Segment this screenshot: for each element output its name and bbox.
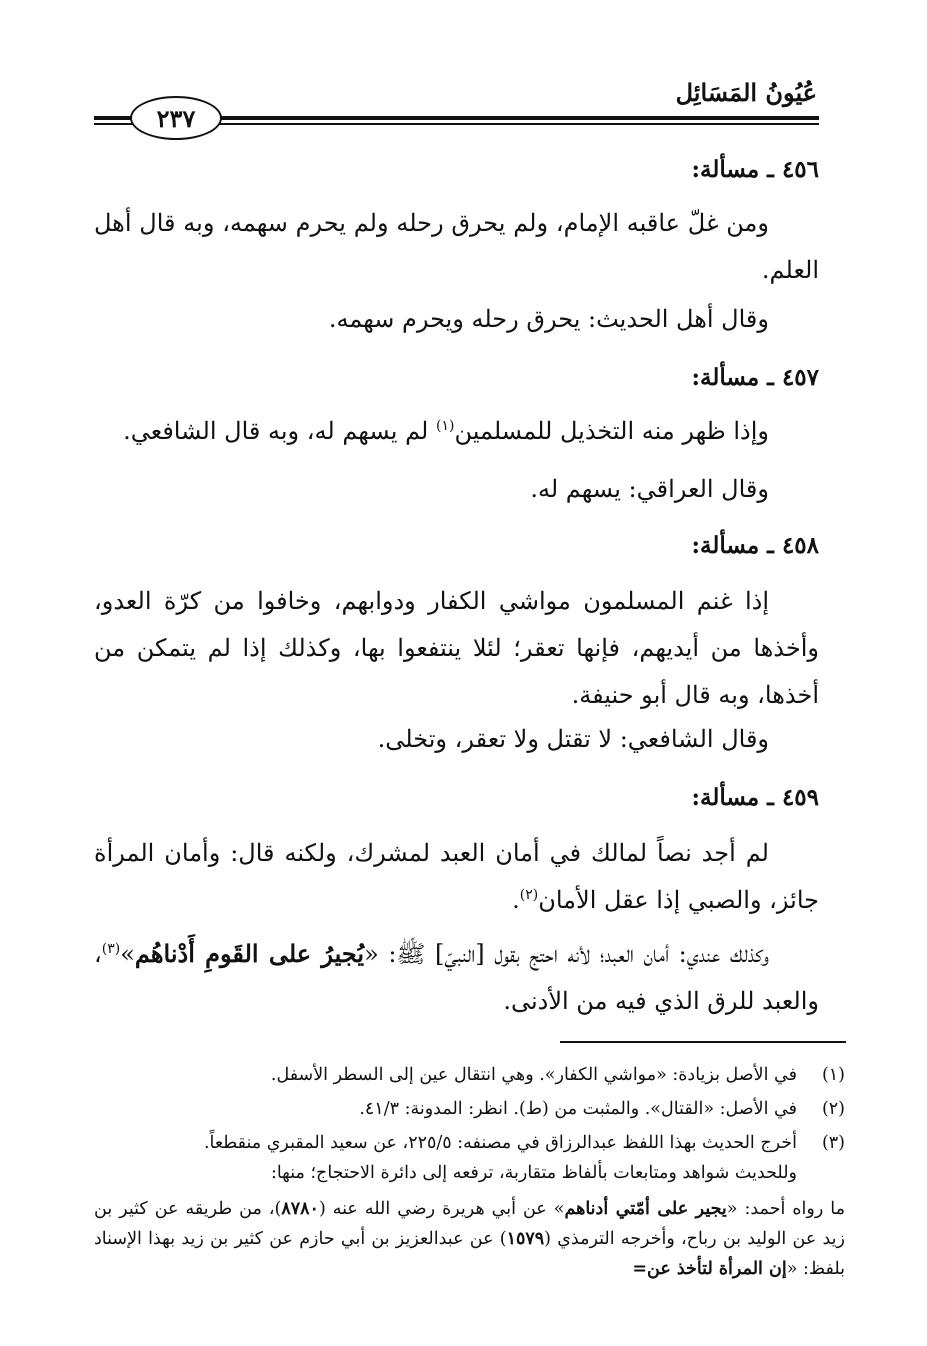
footnote-number: (١): [821, 1065, 845, 1085]
paragraph-text: ، والعبد للرق الذي فيه من الأدنى.: [94, 940, 819, 1015]
footnote-3-continued: [94, 1194, 845, 1284]
paragraph-text: .: [512, 886, 520, 914]
footnote-line: وللحديث شواهد ومتابعات بألفاظ متقاربة، ترفعه إلى دائرة الاحتجاج؛ منها:: [270, 1163, 797, 1183]
footnote-ref-1: (١): [435, 418, 455, 434]
footnote-ref-3: (٣): [101, 941, 121, 957]
issue-456-paragraph-1: [94, 200, 819, 294]
issue-heading-459: ٤٥٩ ـ مسألة:: [691, 784, 819, 811]
hadith-quote: يُجيرُ على القَومِ أَدْناهُم: [134, 939, 365, 968]
footnote-text: » عن أبي هريرة رضي الله عنه (: [318, 1199, 565, 1219]
issue-458-paragraph-1: إذا غنم المسلمون مواشي الكفار ودوابهم، وخافوا من كرّة العدو، وأخذها من أيديهم، فإنها تعقر؛ لئلا ينتفعوا بها، وكذلك إذا لم يتمكن من أخذها، وبه قال أبو حنيفة.: [94, 587, 819, 709]
hadith-quote: يجير على أمّتي أدناهم: [564, 1199, 727, 1219]
footnote-text: ما رواه أحمد: «: [726, 1199, 845, 1219]
footnote-number: (٣): [821, 1133, 845, 1153]
issue-459-paragraph-1: [94, 830, 819, 924]
paragraph-text: لم أجد نصاً لمالك في أمان العبد لمشرك، ولكنه قال: وأمان المرأة جائز، والصبي إذا عقل الأمان: [94, 839, 819, 914]
footnote-line: أخرج الحديث بهذا اللفظ عبدالرزاق في مصنفه: ٢٢٥/٥، عن سعيد المقبري منقطعاً.: [203, 1133, 797, 1153]
issue-heading-456: ٤٥٦ ـ مسألة:: [691, 156, 819, 183]
header-title: عُيُونُ المَسَائِل: [675, 78, 817, 107]
paragraph-text: »: [120, 940, 135, 968]
hadith-quote: ١٥٧٩: [506, 1229, 545, 1249]
issue-456-paragraph-2: وقال أهل الحديث: يحرق رحله ويحرم سهمه.: [328, 305, 769, 333]
footnote-2: [94, 1094, 845, 1124]
footnote-text: )، من طريقه عن كثير بن زيد عن الوليد بن رباح، وأخرجه الترمذي (: [94, 1199, 845, 1249]
page-number: ٢٣٧: [156, 103, 196, 133]
issue-458-paragraph-2: وقال الشافعي: لا تقتل ولا تعقر، وتخلى.: [377, 725, 769, 753]
issue-heading-457: ٤٥٧ ـ مسألة:: [691, 364, 819, 391]
footnote-text: في الأصل: «القتال». والمثبت من (ط). انظر: المدونة: ٤١/٣.: [359, 1099, 797, 1119]
issue-457-paragraph-2: وقال العراقي: يسهم له.: [530, 475, 769, 503]
footnote-3: [94, 1128, 845, 1188]
footnote-text: ) عن عبدالعزيز بن أبي حازم عن كثير بن زيد بهذا الإسناد بلفظ: «: [94, 1229, 845, 1279]
footnote-text: في الأصل بزيادة: «مواشي الكفار». وهي انتقال عين إلى السطر الأسفل.: [270, 1065, 797, 1085]
issue-457-paragraph-1: [94, 408, 819, 455]
paragraph-text: لم يسهم له، وبه قال الشافعي.: [123, 417, 436, 445]
page-number-badge: [130, 96, 222, 140]
paragraph-text: وكذلك عندي: أمان العبد؛ لأنه احتج بقول [النبيّ] ﷺ: «: [364, 940, 769, 968]
issue-459-paragraph-2: [94, 930, 819, 1025]
footnote-1: [94, 1060, 845, 1090]
hadith-quote: ٨٧٨٠: [281, 1199, 319, 1219]
footnote-number: (٢): [821, 1099, 845, 1119]
paragraph-text: ومن غلّ عاقبه الإمام، ولم يحرق رحله ولم يحرم سهمه، وبه قال أهل العلم.: [94, 209, 819, 284]
footnote-separator: [560, 1041, 846, 1043]
footnote-ref-2: (٢): [519, 887, 539, 903]
paragraph-text: وإذا ظهر منه التخذيل للمسلمين: [454, 417, 769, 445]
issue-heading-458: ٤٥٨ ـ مسألة:: [691, 532, 819, 559]
footnote-text: [94, 1128, 797, 1188]
hadith-quote: إن المرأة لتأخذ عن=: [632, 1259, 787, 1279]
